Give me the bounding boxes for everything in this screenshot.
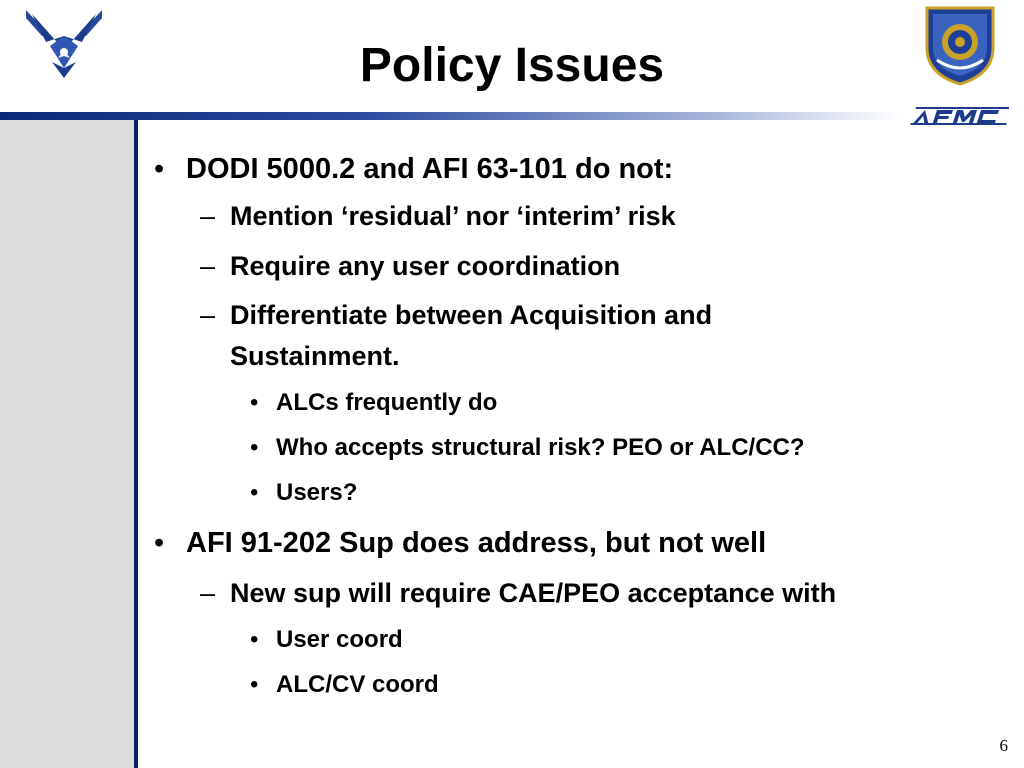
slide-title: Policy Issues	[359, 39, 665, 92]
sub-bullet-item: Differentiate between Acquisition and	[230, 300, 713, 330]
sub-sub-bullet-item: User coord	[276, 626, 403, 653]
dash-marker: –	[200, 201, 216, 231]
page-number: 6	[999, 736, 1008, 755]
bullet-marker: •	[250, 479, 259, 506]
bullet-marker: •	[250, 626, 259, 653]
bullet-item: AFI 91-202 Sup does address, but not well	[186, 527, 767, 559]
dash-marker: –	[200, 300, 216, 330]
sub-bullet-item-continuation: Sustainment.	[230, 341, 400, 371]
bullet-item: DODI 5000.2 and AFI 63-101 do not:	[186, 153, 674, 185]
sub-sub-bullet-item: ALC/CV coord	[276, 671, 439, 698]
sub-bullet-item: Require any user coordination	[230, 251, 621, 281]
sub-sub-bullet-item: Users?	[276, 479, 358, 506]
sub-sub-bullet-item: ALCs frequently do	[276, 389, 498, 416]
sub-bullet-item: Mention ‘residual’ nor ‘interim’ risk	[230, 201, 676, 231]
dash-marker: –	[200, 578, 216, 608]
bullet-marker: •	[250, 434, 259, 461]
bullet-marker: •	[154, 527, 165, 559]
bullet-marker: •	[250, 389, 259, 416]
dash-marker: –	[200, 251, 216, 281]
bullet-marker: •	[250, 671, 259, 698]
bullet-marker: •	[154, 153, 165, 185]
sub-bullet-item: New sup will require CAE/PEO acceptance with	[230, 578, 837, 608]
sub-sub-bullet-item: Who accepts structural risk? PEO or ALC/CC?	[276, 434, 805, 461]
